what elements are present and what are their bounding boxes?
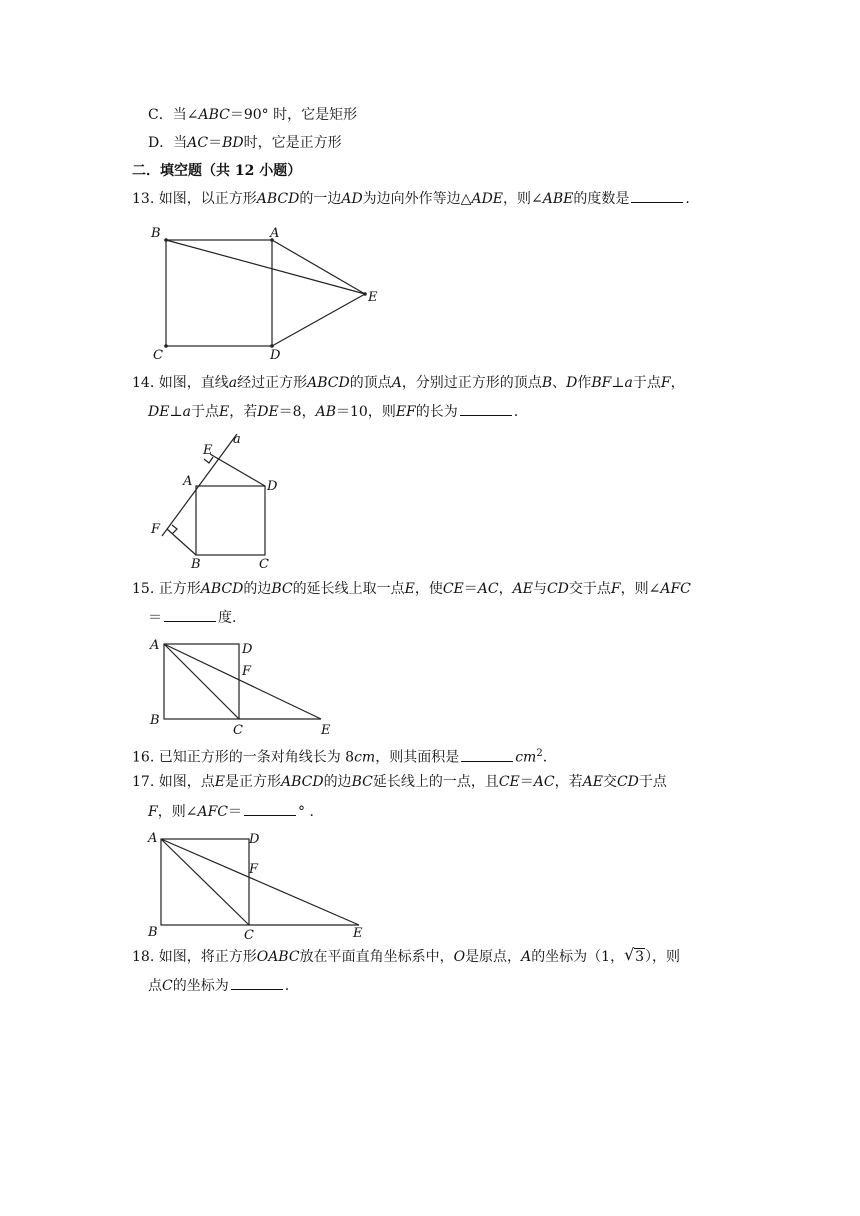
option-c: C．当∠ABC＝90° 时，它是矩形 [148, 107, 358, 123]
label-a: A [183, 474, 193, 489]
question-14-line1: 14. 如图，直线a经过正方形ABCD的顶点A，分别过正方形的顶点B、D作BF⊥a于点F， [132, 375, 685, 391]
label-b: B [150, 713, 160, 728]
label-f: F [242, 664, 252, 679]
question-16: 16. 已知正方形的一条对角线长为 8cm，则其面积是 $cm^2$. [132, 748, 548, 766]
figure-14 [145, 428, 295, 573]
question-18-line1: 18. 如图，将正方形OABC放在平面直角坐标系中，O是原点，A的坐标为（1， √ 3），则 [132, 945, 681, 965]
question-17-line2: F，则∠AFC＝ ° . [148, 804, 314, 820]
label-c: C [259, 557, 269, 572]
label-d: D [270, 348, 281, 363]
answer-blank [461, 749, 513, 762]
figure-17 [145, 828, 375, 940]
answer-blank [244, 803, 296, 816]
question-13: 13. 如图，以正方形ABCD的一边AD为边向外作等边△ADE，则∠ABE的度数是 . [132, 191, 690, 207]
label-a: A [148, 831, 158, 846]
label-f: F [249, 862, 259, 877]
label-e: E [321, 723, 331, 738]
question-14-line2: DE⊥a于点E，若DE＝8，AB＝10，则EF的长为 . [148, 404, 519, 420]
label-b: B [148, 925, 158, 940]
figure-13 [145, 222, 395, 367]
label-e: E [353, 926, 363, 940]
option-d: D．当AC＝BD时，它是正方形 [148, 135, 342, 151]
label-d: D [249, 832, 260, 847]
label-d: D [242, 642, 253, 657]
answer-blank [164, 609, 216, 622]
label-d: D [267, 479, 278, 494]
label-a: A [270, 226, 280, 241]
label-b: B [191, 557, 201, 572]
label-c: C [233, 723, 243, 738]
label-e: E [203, 443, 213, 458]
answer-blank [231, 977, 283, 990]
label-a: A [150, 638, 160, 653]
label-c: C [244, 928, 254, 940]
section-title: 二．填空题（共 12 小题） [132, 163, 302, 179]
question-15-line1: 15. 正方形ABCD的边BC的延长线上取一点E，使CE＝AC，AE与CD交于点F，则∠AFC [132, 581, 691, 597]
sqrt-symbol: √ 3 [624, 945, 645, 965]
label-a-line: a [233, 432, 241, 447]
label-e: E [368, 290, 378, 305]
question-15-line2: ＝ 度. [148, 610, 237, 626]
question-17-line1: 17. 如图，点E是正方形ABCD的边BC延长线上的一点，且CE＝AC，若AE交CD于点 [132, 774, 667, 790]
figure-15 [145, 634, 345, 738]
answer-blank [631, 190, 683, 203]
answer-blank [460, 403, 512, 416]
label-b: B [151, 226, 161, 241]
question-18-line2: 点C的坐标为 . [148, 978, 290, 994]
label-c: C [153, 348, 163, 363]
label-f: F [151, 522, 161, 537]
